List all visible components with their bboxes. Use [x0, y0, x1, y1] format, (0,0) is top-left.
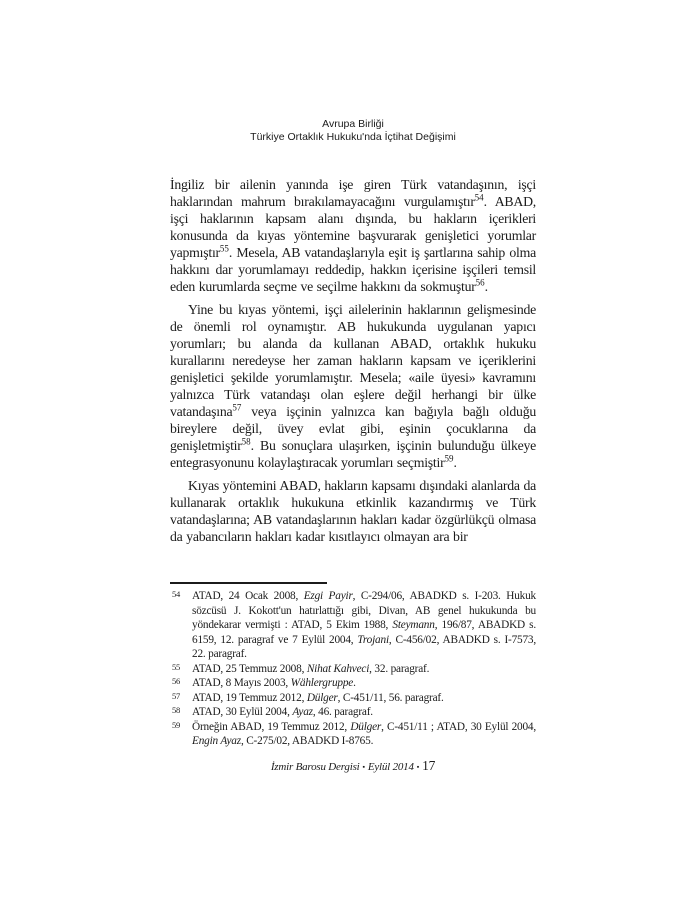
footnote-text: ATAD, 19 Temmuz 2012, Dülger, C-451/11, 56. paragraf. [192, 691, 444, 704]
footer-separator-icon: ▪ [362, 763, 365, 771]
footnote-number: 56 [172, 676, 181, 686]
footnote-59 [170, 720, 536, 749]
journal-name: İzmir Barosu Dergisi [270, 761, 360, 773]
footer-separator-icon: ▪ [416, 763, 420, 771]
footnote-number: 55 [172, 661, 181, 672]
footnote-text: ATAD, 25 Temmuz 2008, Nihat Kahveci, 32. paragraf. [192, 662, 430, 675]
footnotes-section [170, 589, 536, 749]
footnote-number: 57 [172, 690, 181, 701]
footnote-number: 54 [172, 589, 181, 599]
footnote-text: ATAD, 30 Eylül 2004, Ayaz, 46. paragraf. [192, 706, 373, 718]
running-header-line1: Avrupa Birliği [322, 118, 384, 130]
issue-date: Eylül 2014 [367, 761, 414, 773]
footnote-text: ATAD, 8 Mayıs 2003, Wählergruppe. [192, 677, 356, 689]
page-number: 17 [422, 758, 436, 773]
footnote-number: 58 [172, 705, 181, 715]
footnote-56 [170, 676, 536, 691]
footnote-text: Örneğin ABAD, 19 Temmuz 2012, Dülger, C-451/11 ; ATAD, 30 Eylül 2004, Engin Ayaz, C-275/02, ABADKD I-8765. [192, 720, 536, 747]
body-paragraph-3: Kıyas yöntemini ABAD, hakların kapsamı dışındaki alanlarda da kullanarak ortaklık hukukuna etkinlik kazandırmış ve Türk vatandaşlarına; AB vatandaşlarının hakları kadar özgürlükçü olmasa da yabancıların hakları kadar kısıtlayıcı olmayan ara bir [170, 478, 536, 544]
footnote-text: ATAD, 24 Ocak 2008, Ezgi Payir, C-294/06, ABADKD s. I-203. Hukuk sözcüsü J. Kokott'un hatırlattığı gibi, Divan, AB genel hukukunda bu yöndekarar vermişti : ATAD, 5 Ekim 1988, Steymann, 196/87, ABADKD s. 6159, 12. paragraf ve 7 Eylül 2004, Trojani, C-456/02, ABADKD s. I-7573, 22. paragraf. [192, 590, 537, 660]
running-header-line2: Türkiye Ortaklık Hukuku'nda İçtihat Değişimi [250, 131, 456, 143]
body-paragraph-2: Yine bu kıyas yöntemi, işçi ailelerinin haklarının gelişmesinde de önemli rol oynamıştır. AB hukukunda uygulanan yapıcı yorumları; bu alanda da kullanan ABAD, ortaklık hukuku kurallarını neredeyse her zaman hakların kapsam ve içeriklerini genişletici şekilde yorumlamıştır. Mesela; «aile üyesi» kavramını yalnızca Türk vatandaşı olan eşlere değil herhangi bir ülke vatandaşına$^{57}$ veya işçinin yalnızca kan bağıyla bağlı olduğu bireylere değil, üvey evlat gibi, eşinin çocuklarına da genişletmiştir$^{58}$. Bu sonuçlara ulaşırken, işçinin bulunduğu ülkeye entegrasyonunu kolaylaştıracak yorumları seçmiştir$^{59}$. [170, 302, 536, 470]
running-header [170, 118, 536, 144]
footnote-57 [170, 691, 536, 706]
body-paragraph-1: İngiliz bir ailenin yanında işe giren Türk vatandaşının, işçi haklarından mahrum bırakılamayacağını vurgulamıştır$^{54}$. ABAD, işçi haklarının kapsam alanı dışında, bu hakların içerikleri konusunda da kıyas yöntemine başvurarak genişletici yorumlar yapmıştır$^{55}$. Mesela, AB vatandaşlarıyla eşit iş şartlarına sahip olma hakkını dar yorumlamayı reddedip, hakkın içerisine işçileri temsil eden kurumlarda seçme ve seçilme hakkını da sokmuştur$^{56}$. [170, 177, 536, 294]
footnote-separator-rule [170, 582, 327, 584]
page-footer [170, 758, 536, 774]
footnote-54 [170, 589, 536, 662]
footnote-number: 59 [172, 719, 181, 730]
footnote-58 [170, 705, 536, 720]
body-text [170, 176, 536, 545]
footnote-55 [170, 662, 536, 677]
